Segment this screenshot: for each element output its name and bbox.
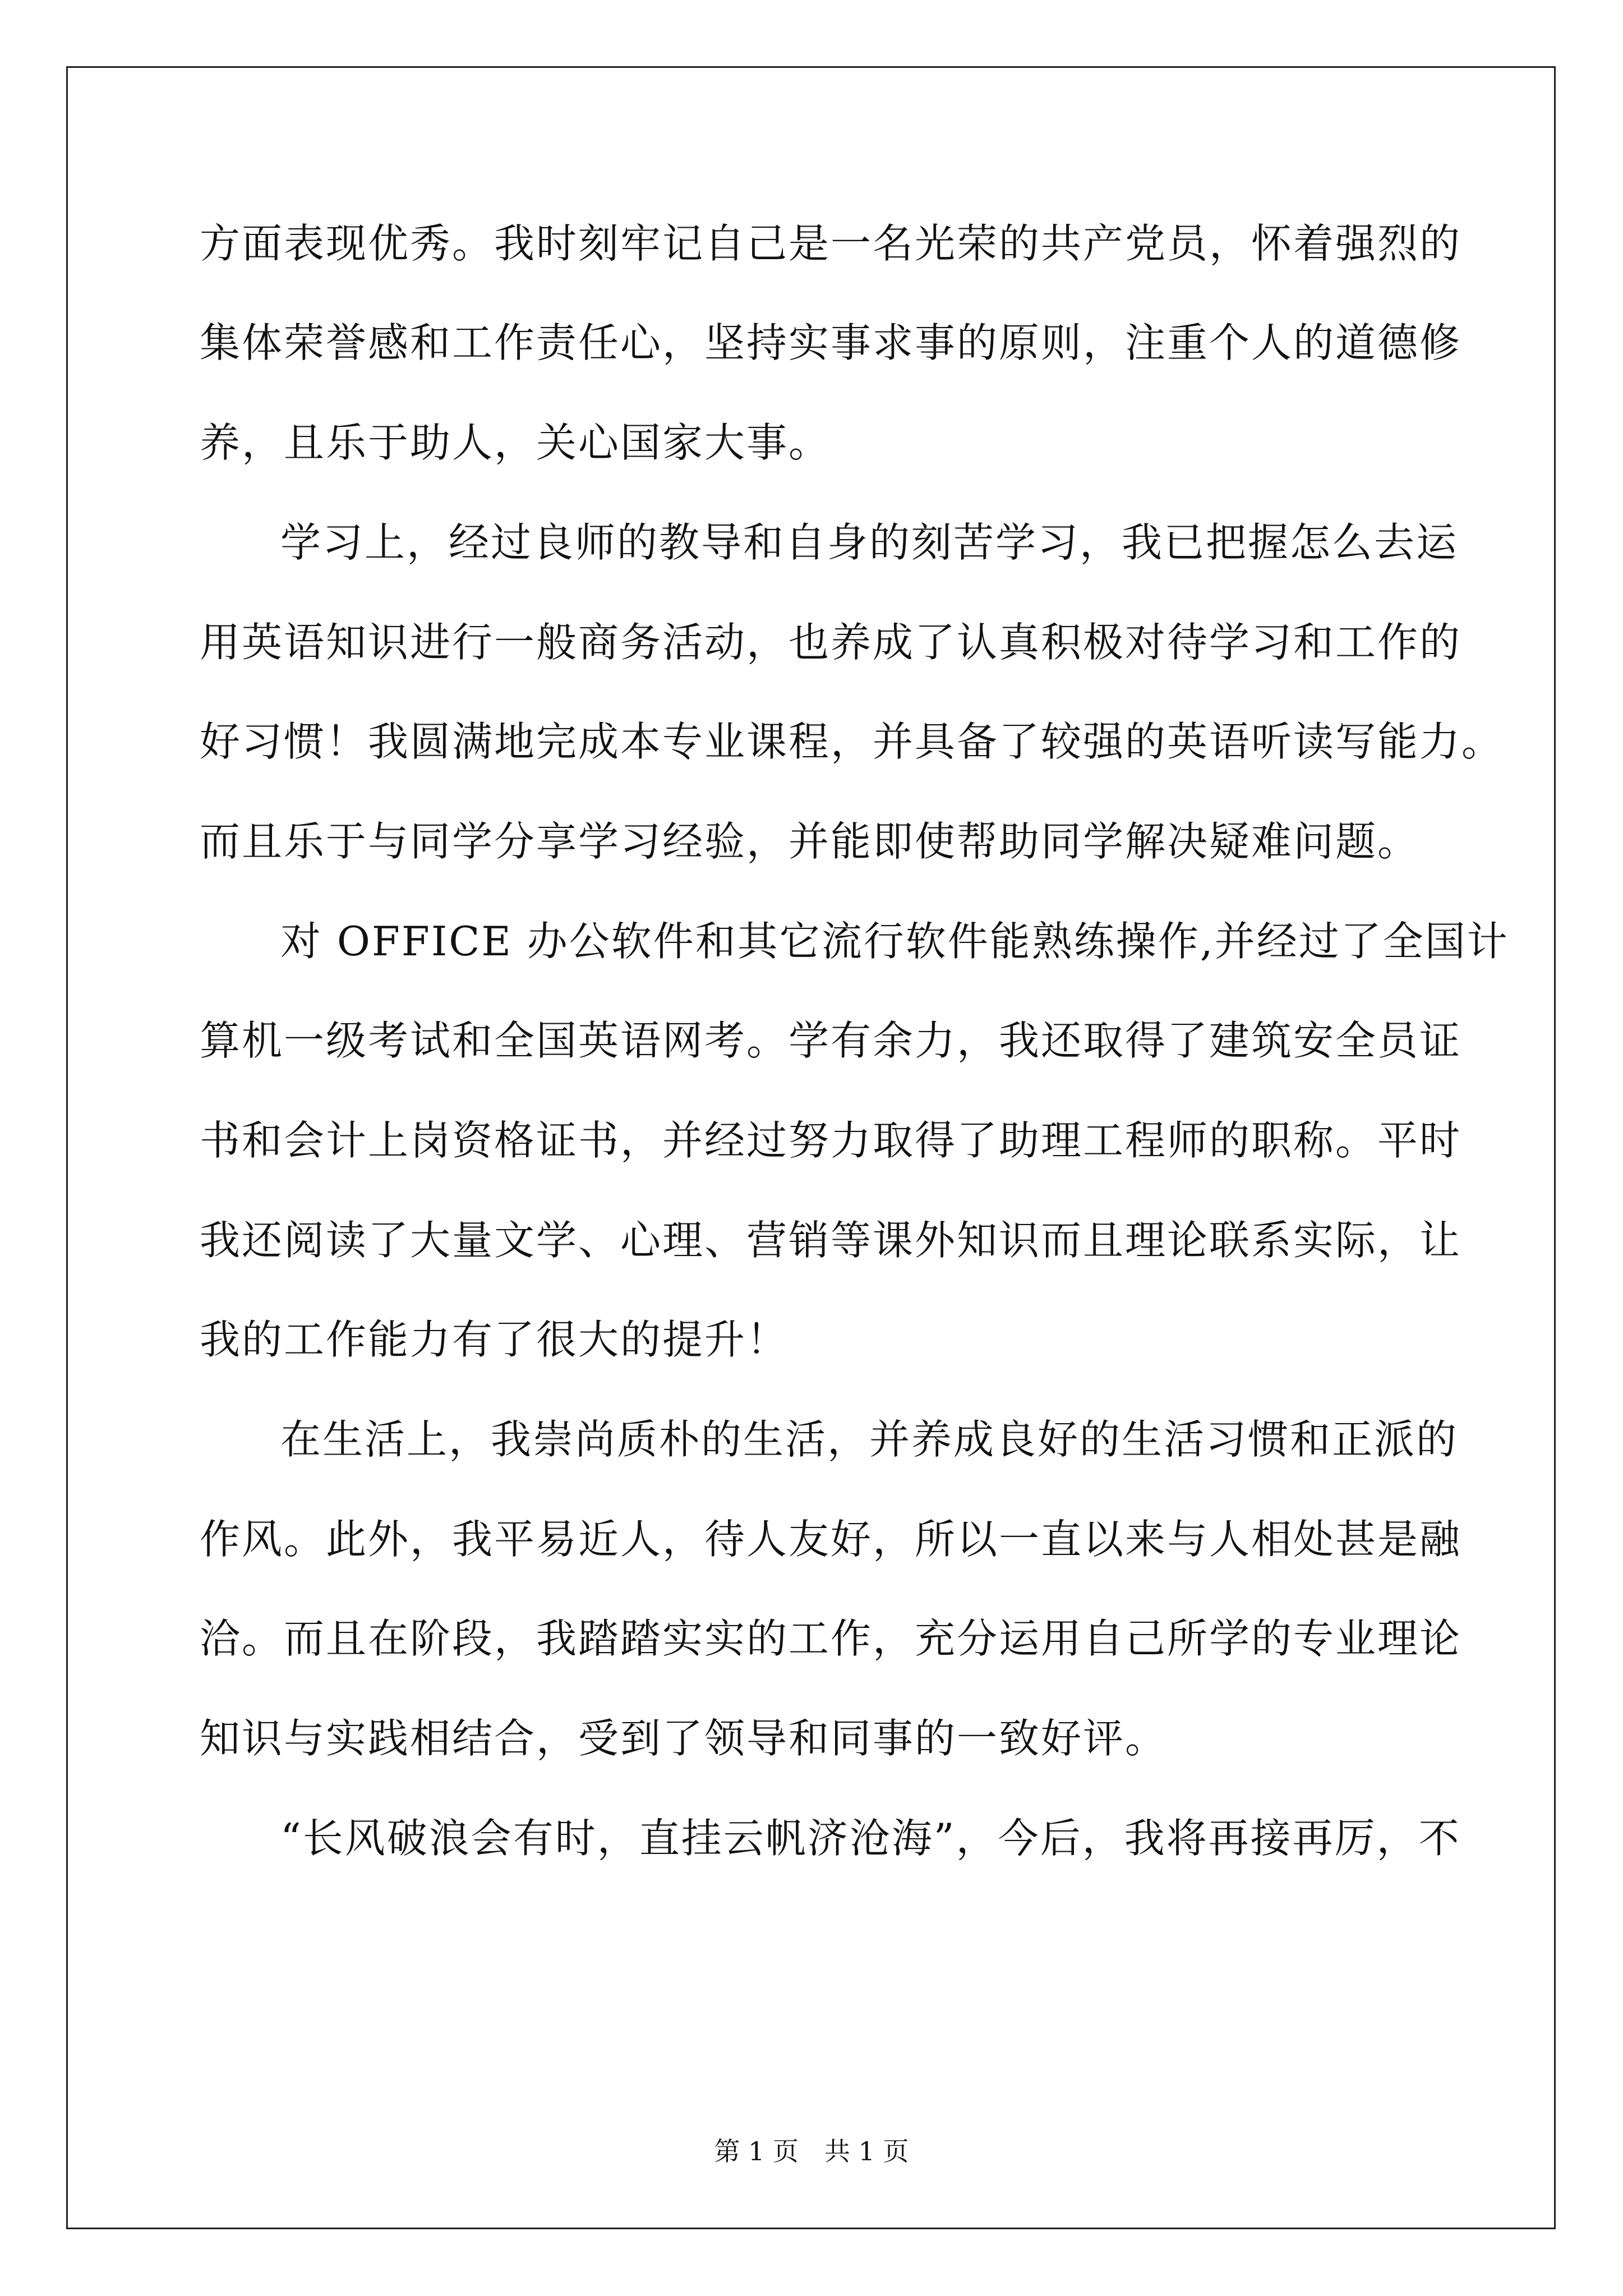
text-line: 方面表现优秀。我时刻牢记自己是一名光荣的共产党员，怀着强烈的 [200,220,1462,267]
text-line: 对 OFFICE 办公软件和其它流行软件能熟练操作,并经过了全国计 [280,918,1509,965]
text-line: “长风破浪会有时，直挂云帆济沧海”，今后，我将再接再厉，不 [280,1815,1461,1862]
text-line: 作风。此外，我平易近人，待人友好，所以一直以来与人相处甚是融 [200,1516,1462,1563]
text-line: 书和会计上岗资格证书，并经过努力取得了助理工程师的职称。平时 [200,1117,1462,1164]
page-footer: 第 1 页 共 1 页 [714,2136,909,2166]
text-line: 在生活上，我崇尚质朴的生活，并养成良好的生活习惯和正派的 [280,1416,1459,1463]
text-line: 我的工作能力有了很大的提升！ [200,1316,789,1363]
text-line: 集体荣誉感和工作责任心，坚持实事求事的原则，注重个人的道德修 [200,319,1462,366]
text-line: 我还阅读了大量文学、心理、营销等课外知识而且理论联系实际，让 [200,1217,1462,1264]
text-line: 用英语知识进行一般商务活动，也养成了认真积极对待学习和工作的 [200,619,1462,666]
text-line: 知识与实践相结合，受到了领导和同事的一致好评。 [200,1715,1168,1762]
text-line: 而且乐于与同学分享学习经验，并能即使帮助同学解决疑难问题。 [200,818,1420,865]
text-line: 学习上，经过良师的教导和自身的刻苦学习，我已把握怎么去运 [280,519,1459,566]
text-line: 洽。而且在阶段，我踏踏实实的工作，充分运用自己所学的专业理论 [200,1615,1462,1662]
text-line: 好习惯！我圆满地完成本专业课程，并具备了较强的英语听读写能力。 [200,718,1504,765]
text-line: 算机一级考试和全国英语网考。学有余力，我还取得了建筑安全员证 [200,1017,1462,1064]
text-line: 养，且乐于助人，关心国家大事。 [200,419,831,466]
